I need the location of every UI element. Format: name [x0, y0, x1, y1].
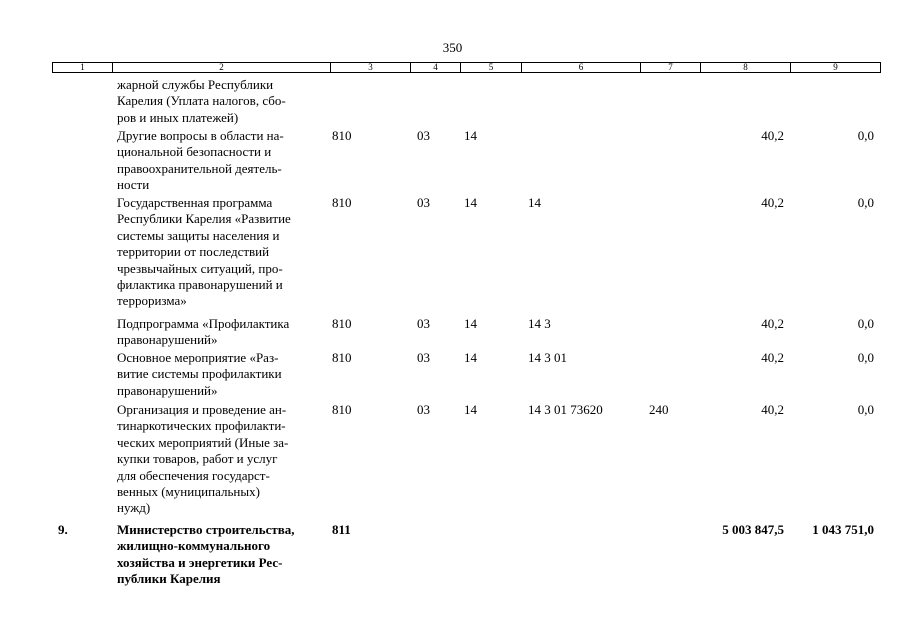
subsection-code: 14 — [464, 128, 477, 143]
row-name-line: Организация и проведение ан- — [117, 402, 287, 417]
row-name-line: терроризма» — [117, 293, 187, 309]
amount-col-9: 0,0 — [857, 402, 874, 417]
target-article-code: 14 3 01 — [528, 350, 567, 365]
table-row — [52, 316, 880, 350]
amount-col-9: 0,0 — [857, 195, 874, 210]
row-name — [117, 316, 327, 349]
row-name-line: жарной службы Республики — [117, 77, 274, 92]
row-name — [117, 522, 327, 588]
section-code: 03 — [417, 128, 430, 143]
row-name-line: публики Карелия — [117, 571, 221, 587]
column-header: 5 — [461, 63, 522, 73]
row-name-line: Основное мероприятие «Раз- — [117, 350, 279, 365]
row-name-line: Государственная программа — [117, 195, 273, 210]
table-row-ministry — [52, 522, 880, 592]
row-name-line: хозяйства и энергетики Рес- — [117, 554, 283, 570]
row-name — [117, 195, 327, 310]
ved-code: 810 — [332, 128, 352, 143]
amount-col-9: 0,0 — [857, 128, 874, 143]
column-header: 6 — [522, 63, 641, 73]
row-name-line: купки товаров, работ и услуг — [117, 451, 278, 467]
table-row — [52, 77, 880, 128]
column-header: 8 — [701, 63, 791, 73]
row-name-line: Другие вопросы в области на- — [117, 128, 284, 143]
ved-code: 810 — [332, 195, 352, 210]
table-row — [52, 128, 880, 195]
column-header: 4 — [411, 63, 461, 73]
row-name — [117, 402, 327, 517]
row-name-line: Министерство строительства, — [117, 522, 295, 537]
row-name-line: Карелия (Уплата налогов, сбо- — [117, 93, 286, 109]
row-name-line: венных (муниципальных) — [117, 484, 260, 500]
column-header-row — [52, 62, 881, 73]
ved-code: 810 — [332, 350, 352, 365]
row-name — [117, 128, 327, 194]
subsection-code: 14 — [464, 402, 477, 417]
target-article-code: 14 — [528, 195, 541, 210]
row-name-line: Подпрограмма «Профилактика — [117, 316, 290, 331]
column-header: 2 — [113, 63, 331, 73]
section-code: 03 — [417, 195, 430, 210]
column-header: 1 — [53, 63, 113, 73]
ved-code: 811 — [332, 522, 351, 537]
row-name-line: ческих мероприятий (Иные за- — [117, 434, 289, 450]
column-header: 9 — [791, 63, 881, 73]
ved-code: 810 — [332, 402, 352, 417]
table-row — [52, 350, 880, 402]
row-name-line: системы защиты населения и — [117, 227, 280, 243]
row-name-line: циональной безопасности и — [117, 144, 272, 160]
section-code: 03 — [417, 402, 430, 417]
page-number: 350 — [442, 40, 463, 55]
row-name-line: ров и иных платежей) — [117, 109, 239, 125]
amount-col-8: 40,2 — [761, 402, 784, 417]
amount-col-8: 5 003 847,5 — [722, 522, 784, 537]
column-header: 3 — [331, 63, 411, 73]
row-name-line: филактика правонарушений и — [117, 277, 283, 293]
row-name-line: правоохранительной деятель- — [117, 160, 282, 176]
subsection-code: 14 — [464, 316, 477, 331]
row-name — [117, 77, 327, 126]
amount-col-8: 40,2 — [761, 128, 784, 143]
row-name-line: жилищно-коммунального — [117, 538, 271, 554]
amount-col-8: 40,2 — [761, 316, 784, 331]
amount-col-9: 1 043 751,0 — [812, 522, 874, 537]
row-name-line: тинаркотических профилакти- — [117, 418, 286, 434]
section-code: 03 — [417, 350, 430, 365]
row-name-line: для обеспечения государст- — [117, 467, 270, 483]
row-name — [117, 350, 327, 399]
row-name-line: правонарушений» — [117, 332, 218, 348]
table-row — [52, 402, 880, 522]
row-name-line: правонарушений» — [117, 382, 218, 398]
subsection-code: 14 — [464, 195, 477, 210]
row-name-line: территории от последствий — [117, 244, 270, 260]
row-name-line: нужд) — [117, 500, 151, 516]
expense-type-code: 240 — [649, 402, 669, 417]
column-header: 7 — [641, 63, 701, 73]
row-name-line: витие системы профилактики — [117, 366, 282, 382]
ved-code: 810 — [332, 316, 352, 331]
amount-col-9: 0,0 — [857, 350, 874, 365]
row-name-line: ности — [117, 177, 150, 193]
row-name-line: Республики Карелия «Развитие — [117, 211, 291, 227]
subsection-code: 14 — [464, 350, 477, 365]
table-row — [52, 195, 880, 316]
row-number: 9. — [58, 522, 68, 537]
target-article-code: 14 3 01 73620 — [528, 402, 603, 417]
section-code: 03 — [417, 316, 430, 331]
amount-col-9: 0,0 — [857, 316, 874, 331]
amount-col-8: 40,2 — [761, 195, 784, 210]
table-body — [52, 77, 880, 592]
amount-col-8: 40,2 — [761, 350, 784, 365]
target-article-code: 14 3 — [528, 316, 551, 331]
row-name-line: чрезвычайных ситуаций, про- — [117, 260, 283, 276]
